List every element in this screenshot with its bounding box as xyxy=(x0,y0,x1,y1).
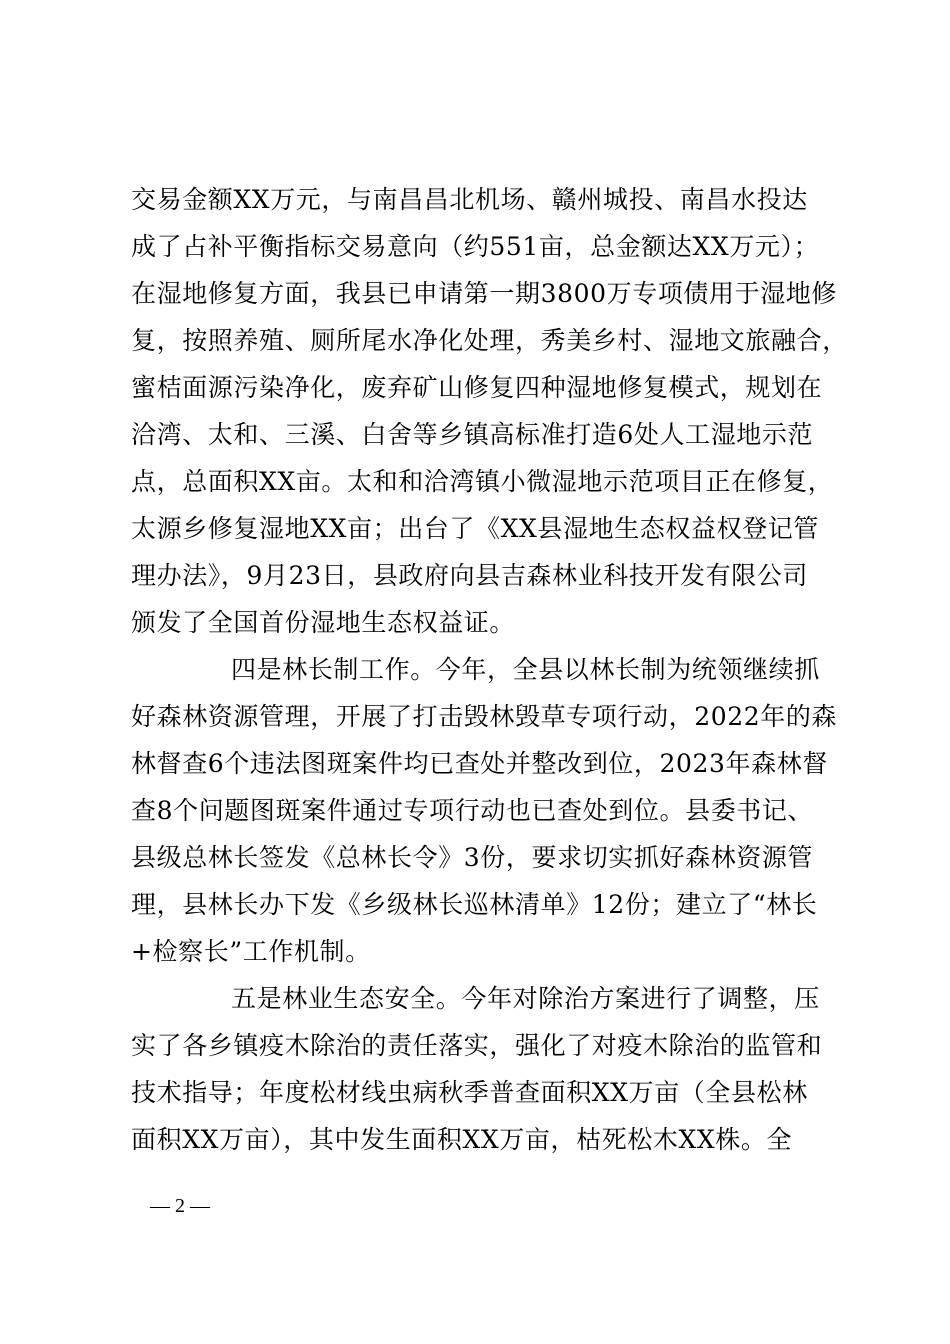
text-line: 县级总林长签发《总林长令》3份，要求切实抓好森林资源管 xyxy=(131,843,814,872)
text-line: 太源乡修复湿地XX亩；出台了《XX县湿地生态权益权登记管 xyxy=(131,514,819,543)
paragraph-start-line: 五是林业生态安全。今年对除治方案进行了调整，压 xyxy=(231,984,820,1013)
body-text xyxy=(131,176,848,1163)
text-line: 蜜桔面源污染净化，废弃矿山修复四种湿地修复模式，规划在 xyxy=(131,373,823,402)
paragraph-start-line: 四是林长制工作。今年，全县以林长制为统领继续抓 xyxy=(231,655,820,684)
text-line: 理，县林长办下发《乡级林长巡林清单》12份；建立了“林长 xyxy=(131,890,818,919)
text-line: 点，总面积XX亩。太和和洽湾镇小微湿地示范项目正在修复， xyxy=(131,467,834,496)
text-line: 好森林资源管理，开展了打击毁林毁草专项行动，2022年的森 xyxy=(131,702,838,731)
text-line: 成了占补平衡指标交易意向（约551亩，总金额达XX万元）； xyxy=(131,232,820,261)
text-line: 在湿地修复方面，我县已申请第一期3800万专项债用于湿地修 xyxy=(131,279,838,308)
text-line: 颁发了全国首份湿地生态权益证。 xyxy=(131,608,516,637)
page-number: — 2 — xyxy=(150,1195,210,1217)
text-line: 面积XX万亩），其中发生面积XX万亩，枯死松木XX株。全 xyxy=(131,1125,793,1154)
text-line: 理办法》，9月23日，县政府向县吉森林业科技开发有限公司 xyxy=(131,561,809,590)
text-line: 实了各乡镇疫木除治的责任落实，强化了对疫木除治的监管和 xyxy=(131,1031,823,1060)
text-line: 洽湾、太和、三溪、白舍等乡镇高标准打造6处人工湿地示范 xyxy=(131,420,814,449)
text-line: 交易金额XX万元，与南昌昌北机场、赣州城投、南昌水投达 xyxy=(131,185,808,214)
text-line: 技术指导；年度松材线虫病秋季普查面积XX万亩（全县松林 xyxy=(131,1078,808,1107)
text-line: 查8个问题图斑案件通过专项行动也已查处到位。县委书记、 xyxy=(131,796,814,825)
text-line: +检察长”工作机制。 xyxy=(131,937,371,966)
text-line: 复，按照养殖、厕所尾水净化处理，秀美乡村、湿地文旅融合， xyxy=(131,326,848,355)
text-line: 林督查6个违法图斑案件均已查处并整改到位，2023年森林督 xyxy=(131,749,828,778)
